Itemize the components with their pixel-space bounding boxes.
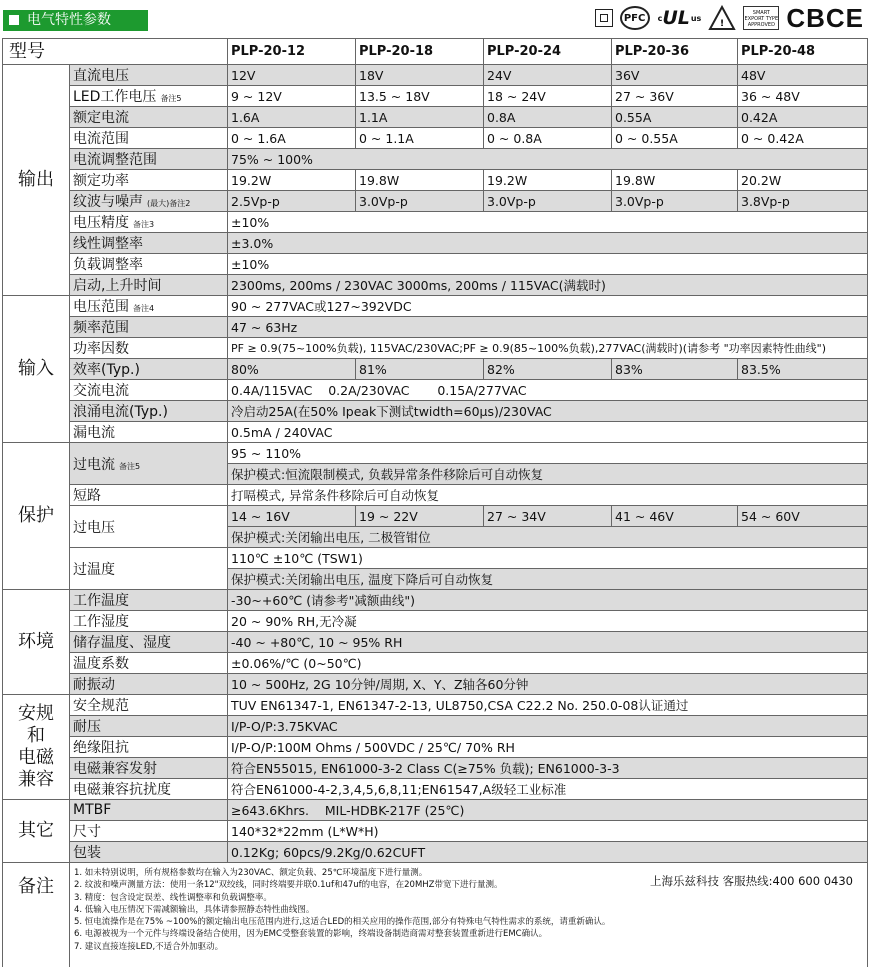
note-item: 1. 如未特别说明，所有规格参数均在输入为230VAC、额定负载、25℃环境温度下进行量测。: [74, 868, 428, 878]
table-row: [3, 800, 868, 821]
notes-wrap: [74, 867, 863, 967]
cell: TUV EN61347-1, EN61347-2-13, UL8750,CSA C22.2 No. 250.0-08认证通过: [228, 695, 868, 716]
cell: 18 ~ 24V: [484, 86, 612, 107]
table-row: [3, 191, 868, 212]
cell: 20.2W: [738, 170, 868, 191]
cell: 0.12Kg; 60pcs/9.2Kg/0.62CUFT: [228, 842, 868, 863]
group-output: 输出: [3, 65, 70, 296]
cell: 80%: [228, 359, 356, 380]
note-item: 5. 恒电流操作是在75% ~100%的额定输出电压范围内进行,这适合LED的相关应用的操作范围,部分有特殊电气特性需求的系统，请重新确认。: [74, 917, 611, 928]
cell: ±3.0%: [228, 233, 868, 254]
cbce-text: CBCE: [786, 2, 864, 33]
cell: 2300ms, 200ms / 230VAC 3000ms, 200ms / 115VAC(满载时): [228, 275, 868, 296]
table-row: [3, 233, 868, 254]
model-cell: PLP-20-48: [738, 39, 868, 65]
cell: 12V: [228, 65, 356, 86]
table-row: [3, 380, 868, 401]
cell: -30~+60℃ (请参考"减额曲线"): [228, 590, 868, 611]
row-label: 负载调整率: [70, 254, 228, 275]
table-row: [3, 548, 868, 569]
table-row: [3, 107, 868, 128]
row-label: 线性调整率: [70, 233, 228, 254]
row-label: 耐压: [70, 716, 228, 737]
row-label: 绝缘阻抗: [70, 737, 228, 758]
pfc-text: PFC: [623, 12, 646, 24]
cell: 冷启动25A(在50% Ipeak下测试twidth=60μs)/230VAC: [228, 401, 868, 422]
model-cell: PLP-20-12: [228, 39, 356, 65]
row-label: LED工作电压: [73, 89, 157, 105]
note-item: 7. 建议直接连接LED,不适合外加驱动。: [74, 941, 224, 952]
row-label: 工作温度: [70, 590, 228, 611]
cell: 27 ~ 36V: [612, 86, 738, 107]
row-label: 过电流: [73, 456, 115, 473]
row-label: 频率范围: [70, 317, 228, 338]
row-label-cell: [70, 86, 228, 107]
row-label: 工作湿度: [70, 611, 228, 632]
cell: 75% ~ 100%: [228, 149, 868, 170]
model-label: 型号: [3, 39, 228, 65]
cell: 48V: [738, 65, 868, 86]
spec-table: [2, 38, 868, 967]
note-item: 6. 电源被视为一个元件与终端设备结合使用，因为EMC受整套装置的影响，终端设备制造商需对整套装置重新进行EMC确认。: [74, 929, 548, 940]
row-label: 电磁兼容抗扰度: [70, 779, 228, 800]
cell: ±10%: [228, 254, 868, 275]
cell: 95 ~ 110%: [228, 443, 868, 464]
table-row: [3, 737, 868, 758]
box-icon: [595, 9, 613, 27]
row-label: 纹波与噪声: [73, 194, 143, 210]
row-label: 直流电压: [70, 65, 228, 86]
cell: 0.55A: [612, 107, 738, 128]
row-label-cell: [70, 191, 228, 212]
row-label-cell: [70, 212, 228, 233]
model-cell: PLP-20-18: [356, 39, 484, 65]
group-input: 输入: [3, 296, 70, 443]
cell: 19.2W: [228, 170, 356, 191]
row-label-cell: [70, 443, 228, 485]
row-label: 额定电流: [70, 107, 228, 128]
row-label: 电流调整范围: [70, 149, 228, 170]
cell: 1.6A: [228, 107, 356, 128]
table-row: [3, 506, 868, 527]
cell: 3.0Vp-p: [612, 191, 738, 212]
cell: 10 ~ 500Hz, 2G 10分钟/周期, X、Y、Z轴各60分钟: [228, 674, 868, 695]
row-label: 启动,上升时间: [70, 275, 228, 296]
cell: 36 ~ 48V: [738, 86, 868, 107]
cell: I/P-O/P:3.75KVAC: [228, 716, 868, 737]
table-row: [3, 758, 868, 779]
table-row: [3, 443, 868, 464]
table-row: [3, 821, 868, 842]
row-label: 短路: [70, 485, 228, 506]
cell: 20 ~ 90% RH,无冷凝: [228, 611, 868, 632]
note-item: 3. 精度：包含设定误差、线性调整率和负载调整率。: [74, 892, 272, 903]
pfc-icon: [620, 6, 650, 30]
group-notes: 备注: [3, 863, 70, 967]
certification-logos: [595, 3, 864, 33]
cell: 81%: [356, 359, 484, 380]
cell: 0.8A: [484, 107, 612, 128]
cell: 打嗝模式, 异常条件移除后可自动恢复: [228, 485, 868, 506]
cell: 0 ~ 1.1A: [356, 128, 484, 149]
row-label: 浪涌电流(Typ.): [70, 401, 228, 422]
cell: 保护模式:恒流限制模式, 负载异常条件移除后可自动恢复: [228, 464, 868, 485]
table-row: [3, 611, 868, 632]
cell: 19.8W: [612, 170, 738, 191]
group-label-line: 安规: [18, 703, 54, 724]
cell: ≥643.6Khrs. MIL-HDBK-217F (25℃): [228, 800, 868, 821]
row-label: 功率因数: [70, 338, 228, 359]
cell: 0 ~ 1.6A: [228, 128, 356, 149]
cell: 保护模式:关闭输出电压, 二极管钳位: [228, 527, 868, 548]
cell: 47 ~ 63Hz: [228, 317, 868, 338]
cell: 54 ~ 60V: [738, 506, 868, 527]
cell: I/P-O/P:100M Ohms / 500VDC / 25℃/ 70% RH: [228, 737, 868, 758]
cell: 140*32*22mm (L*W*H): [228, 821, 868, 842]
table-row: [3, 716, 868, 737]
warning-triangle-icon: [708, 5, 736, 31]
cell: 82%: [484, 359, 612, 380]
cell: 19.8W: [356, 170, 484, 191]
table-row: [3, 65, 868, 86]
table-row: [3, 86, 868, 107]
row-label-cell: [70, 296, 228, 317]
row-label: 温度系数: [70, 653, 228, 674]
ul-icon: c UL us: [657, 7, 702, 29]
cell: 2.5Vp-p: [228, 191, 356, 212]
group-environment: 环境: [3, 590, 70, 695]
cell: 0 ~ 0.42A: [738, 128, 868, 149]
table-row: [3, 275, 868, 296]
cell: 3.0Vp-p: [484, 191, 612, 212]
row-note: 备注5: [119, 461, 141, 471]
section-title: [3, 10, 148, 31]
cell: 36V: [612, 65, 738, 86]
group-label-line: 电磁: [18, 747, 54, 768]
cell: 保护模式:关闭输出电压, 温度下降后可自动恢复: [228, 569, 868, 590]
row-note: 备注4: [133, 304, 155, 313]
table-row: [3, 590, 868, 611]
row-label: 电流范围: [70, 128, 228, 149]
cell: 83.5%: [738, 359, 868, 380]
cell: 符合EN55015, EN61000-3-2 Class C(≥75% 负载); EN61000-3-3: [228, 758, 868, 779]
table-row: [3, 212, 868, 233]
note-item: 4. 低输入电压情况下需减额输出，具体请参照静态特性曲线图。: [74, 904, 315, 915]
cell: 110℃ ±10℃ (TSW1): [228, 548, 868, 569]
table-row: [3, 632, 868, 653]
cell: 符合EN61000-4-2,3,4,5,6,8,11;EN61547,A级轻工业标准: [228, 779, 868, 800]
smart-approval-icon: [743, 6, 779, 30]
notes-cell: [70, 863, 868, 967]
row-note: (最大)备注2: [147, 199, 191, 208]
table-row: [3, 695, 868, 716]
row-label: 安全规范: [70, 695, 228, 716]
cell: 14 ~ 16V: [228, 506, 356, 527]
cell: PF ≥ 0.9(75~100%负载), 115VAC/230VAC;PF ≥ 0.9(85~100%负载),277VAC(满载时)(请参考 "功率因素特性曲线"): [228, 338, 868, 359]
table-row: [3, 653, 868, 674]
table-row: [3, 317, 868, 338]
group-label-line: 和: [27, 725, 45, 746]
svg-text:!: !: [720, 19, 725, 29]
row-label: 电磁兼容发射: [70, 758, 228, 779]
cell: 0.4A/115VAC 0.2A/230VAC 0.15A/277VAC: [228, 380, 868, 401]
cell: 1.1A: [356, 107, 484, 128]
row-label: 效率(Typ.): [70, 359, 228, 380]
cell: 27 ~ 34V: [484, 506, 612, 527]
cell: 83%: [612, 359, 738, 380]
model-row: [3, 39, 868, 65]
cell: 41 ~ 46V: [612, 506, 738, 527]
cell: ±0.06%/℃ (0~50℃): [228, 653, 868, 674]
table-row: [3, 359, 868, 380]
cell: 0.42A: [738, 107, 868, 128]
table-row: [3, 422, 868, 443]
square-icon: [9, 15, 19, 25]
table-row: [3, 296, 868, 317]
section-title-text: 电气特性参数: [27, 12, 111, 28]
cb-ce-icon: [786, 3, 864, 34]
row-note: 备注5: [160, 94, 182, 103]
row-label: 额定功率: [70, 170, 228, 191]
row-label: 电压精度: [73, 215, 129, 231]
table-row: [3, 149, 868, 170]
row-note: 备注3: [133, 220, 155, 229]
cell: 9 ~ 12V: [228, 86, 356, 107]
model-cell: PLP-20-36: [612, 39, 738, 65]
notes-row: [3, 863, 868, 967]
cell: 90 ~ 277VAC或127~392VDC: [228, 296, 868, 317]
cell: -40 ~ +80℃, 10 ~ 95% RH: [228, 632, 868, 653]
cell: 0 ~ 0.55A: [612, 128, 738, 149]
model-cell: PLP-20-24: [484, 39, 612, 65]
cell: 0 ~ 0.8A: [484, 128, 612, 149]
cell: 3.8Vp-p: [738, 191, 868, 212]
table-row: [3, 485, 868, 506]
table-row: [3, 674, 868, 695]
group-protection: 保护: [3, 443, 70, 590]
cell: 3.0Vp-p: [356, 191, 484, 212]
note-item: 2. 纹波和噪声测量方法：使用一条12"双绞线，同时终端要并联0.1uf和47uf的电容，在20MHZ带宽下进行量测。: [74, 880, 503, 891]
row-label: 尺寸: [70, 821, 228, 842]
cell: 19 ~ 22V: [356, 506, 484, 527]
cell: 18V: [356, 65, 484, 86]
table-row: [3, 401, 868, 422]
cell: 24V: [484, 65, 612, 86]
table-row: [3, 170, 868, 191]
smart-approval-text: SMART EXPORT TYPE APPROVED: [744, 10, 779, 28]
table-row: [3, 779, 868, 800]
cell: 0.5mA / 240VAC: [228, 422, 868, 443]
row-label: 储存温度、湿度: [70, 632, 228, 653]
row-label: MTBF: [70, 800, 228, 821]
row-label: 过温度: [70, 548, 228, 590]
group-others: 其它: [3, 800, 70, 863]
table-row: [3, 338, 868, 359]
cell: ±10%: [228, 212, 868, 233]
hotline: 上海乐兹科技 客服热线:400 600 0430: [649, 874, 853, 888]
table-row: [3, 128, 868, 149]
cell: 19.2W: [484, 170, 612, 191]
table-row: [3, 254, 868, 275]
row-label: 过电压: [70, 506, 228, 548]
row-label: 包装: [70, 842, 228, 863]
row-label: 耐振动: [70, 674, 228, 695]
row-label: 漏电流: [70, 422, 228, 443]
group-label-line: 兼容: [18, 769, 54, 790]
group-safety: [3, 695, 70, 800]
cell: 13.5 ~ 18V: [356, 86, 484, 107]
row-label: 交流电流: [70, 380, 228, 401]
row-label: 电压范围: [73, 299, 129, 315]
table-row: [3, 842, 868, 863]
header: [0, 0, 870, 36]
